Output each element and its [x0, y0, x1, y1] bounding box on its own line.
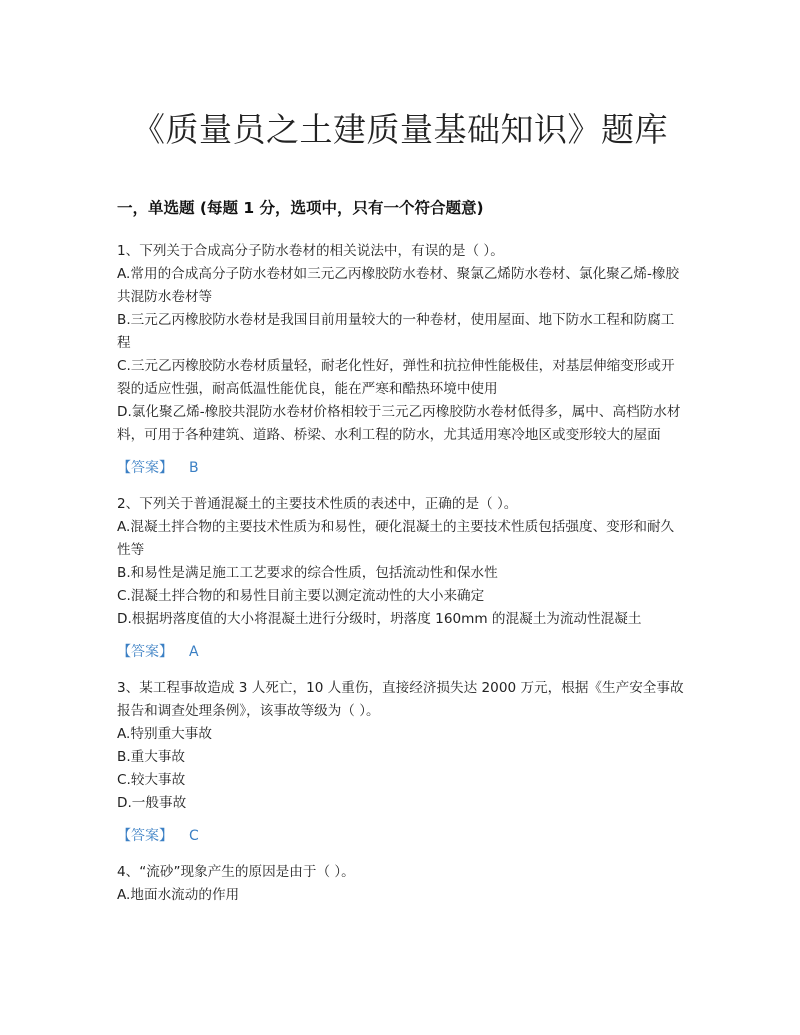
- question-stem: 2、下列关于普通混凝土的主要技术性质的表述中，正确的是（ ）。: [117, 496, 518, 512]
- answer-value: A: [189, 644, 199, 660]
- question-stem: 4、“流砂”现象产生的原因是由于（ ）。: [117, 864, 355, 880]
- option-c: C.较大事故: [117, 772, 186, 788]
- question-stem: 1、下列关于合成高分子防水卷材的相关说法中，有误的是（ ）。: [117, 243, 504, 259]
- option-a: A.常用的合成高分子防水卷材如三元乙丙橡胶防水卷材、聚氯乙烯防水卷材、氯化聚乙烯-橡胶共混防水卷材等: [117, 266, 680, 305]
- question-1: [117, 240, 685, 479]
- option-a: A.特别重大事故: [117, 726, 212, 742]
- question-list: [117, 240, 685, 921]
- document-title: 《质量员之土建质量基础知识》题库: [132, 110, 668, 149]
- answer-row: [117, 457, 685, 479]
- answer-row: [117, 641, 685, 663]
- answer-value: B: [189, 460, 199, 476]
- option-a: A.地面水流动的作用: [117, 887, 240, 903]
- option-d: D.一般事故: [117, 795, 187, 811]
- answer-row: [117, 825, 685, 847]
- answer-label: 【答案】: [117, 460, 173, 476]
- option-b: B.和易性是满足施工工艺要求的综合性质，包括流动性和保水性: [117, 565, 498, 581]
- answer-label: 【答案】: [117, 644, 173, 660]
- question-4: [117, 861, 685, 907]
- answer-label: 【答案】: [117, 828, 173, 844]
- option-a: A.混凝土拌合物的主要技术性质为和易性，硬化混凝土的主要技术性质包括强度、变形和耐久性等: [117, 519, 675, 558]
- question-2: [117, 493, 685, 663]
- option-c: C.混凝土拌合物的和易性目前主要以测定流动性的大小来确定: [117, 588, 485, 604]
- question-3: [117, 677, 685, 847]
- option-d: D.氯化聚乙烯-橡胶共混防水卷材价格相较于三元乙丙橡胶防水卷材低得多，属中、高档防水材料，可用于各种建筑、道路、桥梁、水利工程的防水，尤其适用寒冷地区或变形较大的屋面: [117, 404, 681, 443]
- option-d: D.根据坍落度值的大小将混凝土进行分级时，坍落度 160mm 的混凝土为流动性混凝土: [117, 611, 642, 627]
- option-c: C.三元乙丙橡胶防水卷材质量轻，耐老化性好，弹性和抗拉伸性能极佳，对基层伸缩变形或开裂的适应性强，耐高低温性能优良，能在严寒和酷热环境中使用: [117, 358, 675, 397]
- section-heading: 一，单选题 (每题 1 分，选项中，只有一个符合题意): [117, 199, 484, 217]
- question-stem: 3、某工程事故造成 3 人死亡，10 人重伤，直接经济损失达 2000 万元，根据《生产安全事故报告和调查处理条例》，该事故等级为（ ）。: [117, 680, 684, 719]
- option-b: B.重大事故: [117, 749, 186, 765]
- option-b: B.三元乙丙橡胶防水卷材是我国目前用量较大的一种卷材，使用屋面、地下防水工程和防腐工程: [117, 312, 675, 351]
- answer-value: C: [189, 828, 199, 844]
